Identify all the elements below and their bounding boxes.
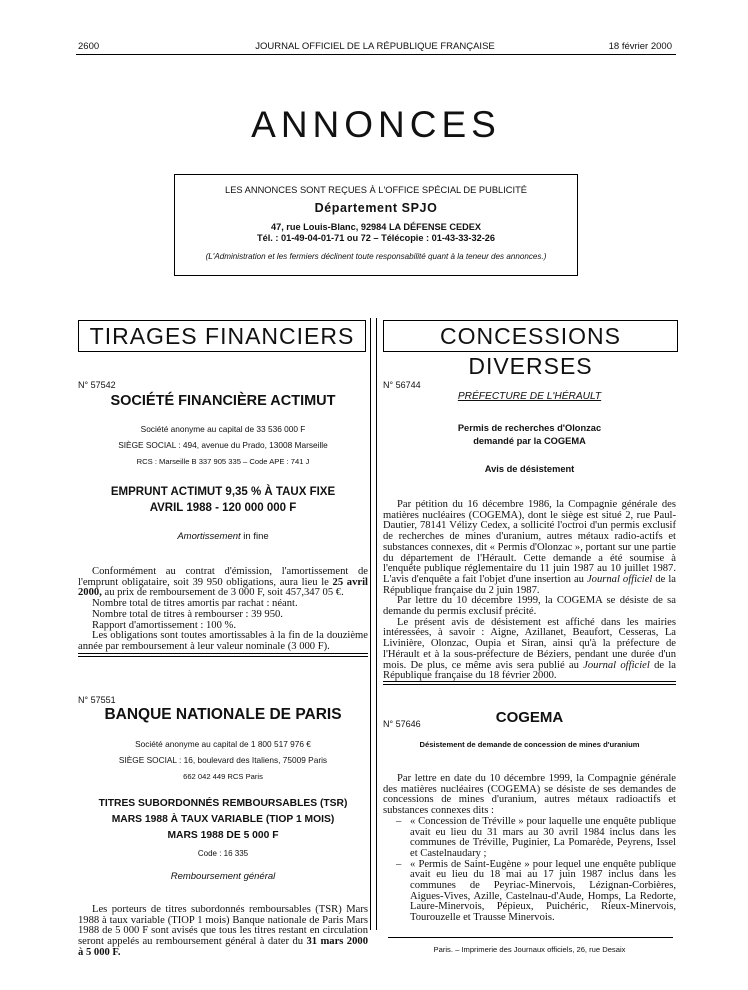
date-bold: 25 avril 2000,: [78, 576, 368, 599]
securities-title-2: MARS 1988 À TAUX VARIABLE (TIOP 1 MOIS): [111, 814, 335, 825]
securities-code: Code : 16 335: [197, 849, 249, 858]
notice-box: [174, 174, 578, 276]
securities-title-1: TITRES SUBORDONNÉS REMBOURSABLES (TSR): [98, 798, 348, 809]
paragraph: Rapport d'amortissement : 100 %.: [92, 619, 237, 631]
paragraph: [78, 567, 368, 599]
announcement-number: N° 57646: [383, 719, 421, 729]
list-item: – « Permis de Saint-Eugène » pour lequel une enquête publique avait eu lieu du 18 mai au 17 juin 1987 inclus dans les communes de Peyriac-Minervois, Lézignan-Corbières, Aigues-Vives, Azille, Castelnau-d'Aude, Homps, La Redorte, Laure-Minervois, Pépieux, Puichéric, Rieux-Minervois, Tourouzelle et Trausse Minervois.: [410, 860, 676, 924]
notice-department: Département SPJO: [314, 201, 438, 215]
amortissement-word: Amortissement: [177, 531, 241, 542]
section-title-concessions: CONCESSIONS DIVERSES: [383, 320, 678, 352]
separator: [383, 684, 676, 685]
securities-title-3: MARS 1988 DE 5 000 F: [167, 830, 279, 841]
text: Les porteurs de titres subordonnés remboursables (TSR) Mars 1988 à taux variable (TIOP 1 mois) Banque nationale de Paris Mars 1988 de 5 000 F sont avisés que tous les titres restant en circulation seront appelés au remboursement général à dater du: [78, 904, 368, 948]
amortissement-rest: in fine: [240, 531, 269, 542]
journal-ref: Journal officiel: [586, 573, 653, 585]
paragraph: Nombre total de titres à rembourser : 39 950.: [92, 608, 283, 620]
company-info-1: Société anonyme au capital de 33 536 000 F: [140, 424, 306, 434]
notice-phone: Tél. : 01-49-04-01-71 ou 72 – Télécopie : 01-43-33-32-26: [257, 233, 495, 243]
permit-title-1: Permis de recherches d'Olonzac: [457, 423, 602, 433]
list-item: – « Concession de Tréville » pour laquelle une enquête publique avait eu lieu du 31 mars au 30 avril 1984 inclus dans les communes de Tréville, Puginier, La Pomarède, Peyrens, Issel et Castelnaudary ;: [410, 817, 676, 860]
notice-line1: LES ANNONCES SONT REÇUES À L'OFFICE SPÉCIAL DE PUBLICITÉ: [225, 185, 527, 195]
header-date: 18 février 2000: [608, 41, 672, 52]
paragraph: Nombre total de titres amortis par rachat : néant.: [92, 598, 298, 610]
announcement-body: [383, 774, 676, 924]
text: de la République française du 18 février 2000.: [383, 659, 676, 682]
separator: [78, 656, 368, 657]
text: Le présent avis de désistement est affiché dans les mairies intéressées, à savoir : Aigne, Azillanet, Beaufort, Cesseras, La Livinière, Olonzac, Oupia et Siran, ainsi qu'à la préfecture de l'Hérault et à la sous-préfecture de Béziers, pendant une durée d'un mois. De plus, ce même avis sera publié au: [383, 616, 676, 671]
company-name: COGEMA: [495, 709, 564, 726]
date-bold: 31 mars 2000 à 5 000 F.: [78, 936, 368, 958]
paragraph: Par lettre du 10 décembre 1999, la COGEMA se désiste de sa demande du permis exclusif précité.: [383, 595, 676, 618]
journal-ref: Journal officiel: [583, 659, 650, 671]
amortissement-heading: [78, 531, 368, 542]
company-info-3: 662 042 449 RCS Paris: [183, 772, 263, 781]
annonces-title: ANNONCES: [251, 104, 501, 145]
announcement-number: N° 56744: [383, 380, 421, 390]
paragraph: Par lettre en date du 10 décembre 1999, la Compagnie générale des matières nucléaires (COGEMA) se désiste de ses demandes de concessions de mines d'uranium, autres métaux radioactifs et substances connexes dits :: [383, 773, 676, 817]
company-info-2: SIÈGE SOCIAL : 16, boulevard des Italiens, 75009 Paris: [118, 755, 328, 765]
announcement-number: N° 57551: [78, 695, 116, 705]
text: de la République française du 2 juin 1987.: [383, 573, 676, 596]
remboursement-heading: Remboursement général: [170, 871, 276, 882]
header-rule: [76, 54, 676, 55]
text: Conformément au contrat d'émission, l'amortissement de l'emprunt obligataire, soit 39 950 obligations, aura lieu le: [78, 566, 368, 588]
paragraph: Les obligations sont toutes amortissables à la fin de la douzième année par remboursement à leur valeur nominale (3 000 F).: [78, 630, 368, 652]
company-info-1: Société anonyme au capital de 1 800 517 976 €: [135, 739, 311, 749]
paragraph: [78, 905, 368, 959]
section-title-tirages: TIRAGES FINANCIERS: [78, 320, 366, 352]
company-name: SOCIÉTÉ FINANCIÈRE ACTIMUT: [110, 393, 336, 409]
imprint: Paris. – Imprimerie des Journaux officiels, 26, rue Desaix: [433, 945, 626, 954]
separator: [78, 653, 368, 654]
loan-title-1: EMPRUNT ACTIMUT 9,35 % À TAUX FIXE: [110, 486, 336, 498]
announcement-body: [78, 905, 368, 959]
prefecture-heading: PRÉFECTURE DE L'HÉRAULT: [457, 391, 602, 402]
company-info-3: RCS : Marseille B 337 905 335 – Code APE : 741 J: [136, 457, 310, 466]
company-name: BANQUE NATIONALE DE PARIS: [104, 706, 342, 723]
announcement-body: [383, 500, 676, 682]
paragraph: [383, 618, 676, 682]
notice-address: 47, rue Louis-Blanc, 92984 LA DÉFENSE CEDEX: [270, 222, 481, 232]
permit-title-2: demandé par la COGEMA: [473, 436, 586, 446]
announcement-subtitle: Désistement de demande de concession de mines d'uranium: [419, 740, 640, 749]
announcement-number: N° 57542: [78, 380, 116, 390]
column-divider-left: [370, 318, 371, 930]
notice-disclaimer: (L'Administration et les fermiers déclinent toute responsabilité quant à la teneur des annonces.): [205, 252, 547, 261]
company-info-2: SIÈGE SOCIAL : 494, avenue du Prado, 13008 Marseille: [118, 440, 328, 450]
concession-list: [383, 817, 676, 924]
avis-heading: Avis de désistement: [484, 464, 575, 474]
text: Par pétition du 16 décembre 1986, la Compagnie générale des matières nucléaires (COGEMA), dont le siège est situé 2, rue Paul-Dautier, 78141 Vélizy Cedex, a sollicité l'octroi d'un permis exclusif de recherches de mines d'uranium, autres métaux radio-actifs et substances connexes, dit « Permis d'Olonzac », portant sur une partie du département de l'Hérault. Cette demande a été soumise à l'enquête publique réglementaire du 11 juin 1987 au 10 juillet 1987. L'avis d'enquête a fait l'objet d'une insertion au: [383, 499, 676, 585]
imprint-rule: [388, 937, 673, 938]
paragraph: [383, 500, 676, 596]
page-number: 2600: [78, 41, 100, 52]
text: au prix de remboursement de 3 000 F, soit 457,347 05 €.: [101, 587, 344, 599]
column-divider-right: [376, 318, 377, 930]
separator: [383, 681, 676, 682]
announcement-body: [78, 567, 368, 653]
loan-title-2: AVRIL 1988 - 120 000 000 F: [149, 502, 297, 514]
journal-title: JOURNAL OFFICIEL DE LA RÉPUBLIQUE FRANÇAISE: [255, 41, 495, 52]
